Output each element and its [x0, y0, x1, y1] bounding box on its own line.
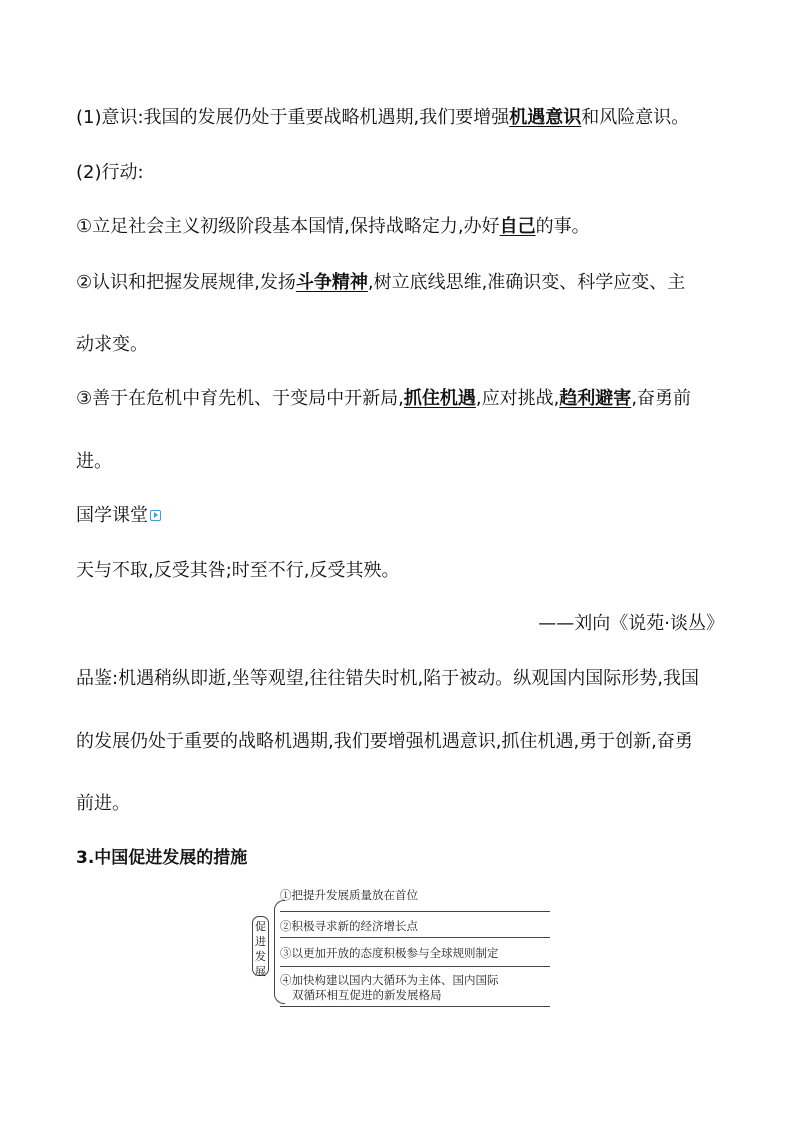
diagram-item-4: ④加快构建以国内大循环为主体、国内国际 — [280, 973, 499, 987]
keyword-seek-benefits: 趋利避害 — [559, 388, 632, 409]
diagram-divider — [280, 937, 550, 938]
quote-source: ——刘向《说苑·谈丛》 — [538, 613, 724, 634]
diagram-divider — [280, 1006, 550, 1007]
diagram-divider — [280, 966, 550, 967]
diagram-item-1: ①把提升发展质量放在首位 — [280, 888, 418, 902]
keyword-self: 自己 — [499, 216, 536, 237]
diagram-item-3: ③以更加开放的态度积极参与全球规则制定 — [280, 946, 499, 960]
appreciation-line-1: 品鉴:机遇稍纵即逝,坐等观望,往往错失时机,陷于被动。纵观国内国际形势,我国 — [76, 668, 699, 689]
paragraph-action-2: ②认识和把握发展规律,发扬斗争精神,树立底线思维,准确识变、科学应变、主 — [76, 272, 686, 293]
play-icon — [150, 510, 161, 521]
appreciation-line-3: 前进。 — [76, 793, 130, 814]
appreciation-line-2: 的发展仍处于重要的战略机遇期,我们要增强机遇意识,抓住机遇,勇于创新,奋勇 — [76, 731, 693, 752]
classroom-heading: 国学课堂 — [76, 504, 161, 528]
paragraph-awareness: (1)意识:我国的发展仍处于重要战略机遇期,我们要增强机遇意识和风险意识。 — [76, 107, 690, 128]
diagram-item-4-cont: 双循环相互促进的新发展格局 — [292, 988, 442, 1002]
quote-text: 天与不取,反受其咎;时至不行,反受其殃。 — [76, 560, 400, 581]
diagram-divider — [280, 911, 550, 912]
keyword-opportunity-awareness: 机遇意识 — [509, 107, 582, 128]
diagram-head: 促 进 发 展 — [252, 916, 269, 976]
diagram-item-2: ②积极寻求新的经济增长点 — [280, 919, 418, 933]
paragraph-action-3: ③善于在危机中育先机、于变局中开新局,抓住机遇,应对挑战,趋利避害,奋勇前 — [76, 388, 692, 409]
keyword-seize-opportunity: 抓住机遇 — [403, 388, 476, 409]
paragraph-action-heading: (2)行动: — [76, 162, 144, 183]
measures-diagram — [252, 886, 552, 1010]
paragraph-action-1: ①立足社会主义初级阶段基本国情,保持战略定力,办好自己的事。 — [76, 216, 590, 237]
paragraph-action-3-cont: 进。 — [76, 451, 112, 472]
keyword-struggle-spirit: 斗争精神 — [295, 272, 368, 293]
section-3-title: 3.中国促进发展的措施 — [76, 848, 248, 868]
paragraph-action-2-cont: 动求变。 — [76, 334, 148, 355]
